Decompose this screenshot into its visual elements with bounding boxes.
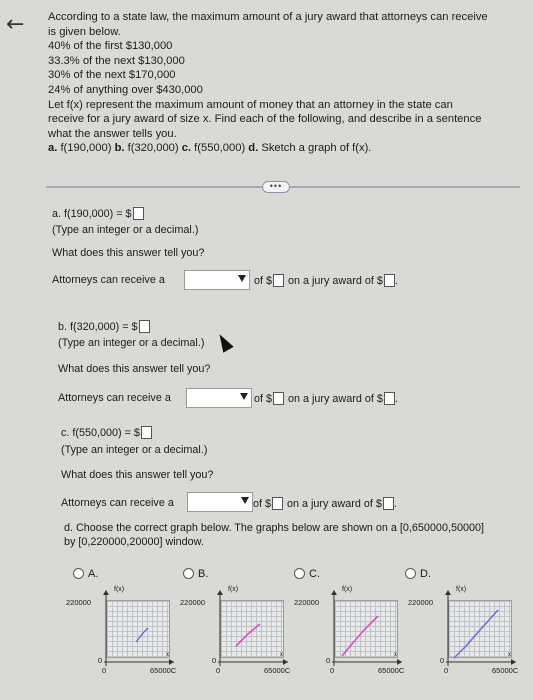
zero-x-label: 0 (444, 666, 449, 675)
ymax-label: 220000 (408, 598, 434, 607)
hint: (Type an integer or a decimal.) (58, 337, 205, 349)
problem-parts-line: a. f(190,000) b. f(320,000) c. f(550,000) d. Sketch a graph of f(x). (48, 142, 372, 155)
x-label: x (394, 652, 397, 658)
xmax-label: 65000C (492, 666, 519, 675)
xmax-label: 65000C (264, 666, 291, 675)
option-a[interactable]: A. (73, 568, 98, 580)
sentence-mid: of $ on a jury award of $ . (253, 498, 397, 510)
problem-line: 30% of the next $170,000 (48, 69, 176, 82)
problem-line: Let f(x) represent the maximum amount of money that an attorney in the state can (48, 98, 453, 111)
zero-y-label: 0 (98, 656, 103, 665)
part-a-question (52, 207, 144, 220)
answer-input-a[interactable] (133, 207, 144, 220)
graph-c (294, 586, 405, 686)
problem-line: 33.3% of the next $130,000 (48, 54, 185, 67)
answer-input-b[interactable] (139, 320, 150, 333)
part-b-question (58, 320, 150, 333)
answer-input-b-award[interactable] (384, 392, 395, 405)
function-line (454, 610, 498, 658)
option-c[interactable]: C. (294, 568, 320, 580)
sentence-start: Attorneys can receive a (52, 274, 165, 286)
option-b[interactable]: B. (183, 568, 208, 580)
sentence-mid: of $ on a jury award of $ . (254, 393, 398, 405)
answer-input-a-award[interactable] (384, 274, 395, 287)
fx-label: f(x) (114, 586, 125, 593)
answer-input-c-amount[interactable] (272, 497, 283, 510)
question-label: a. f(190,000) = $ (52, 208, 132, 220)
problem-line: what the answer tells you. (48, 127, 177, 140)
dropdown-a[interactable] (184, 270, 250, 290)
ymax-label: 220000 (294, 598, 320, 607)
fx-label: f(x) (228, 586, 239, 593)
problem-line: receive for a jury award of size x. Find each of the following, and describe in a sentence (48, 113, 482, 126)
fx-label: f(x) (456, 586, 467, 593)
zero-y-label: 0 (326, 656, 331, 665)
graph-a (66, 586, 177, 686)
ymax-label: 220000 (66, 598, 92, 607)
caret-down-icon (241, 497, 249, 504)
graphs-intro-line: d. Choose the correct graph below. The graphs below are shown on a [0,650000,50000] (64, 522, 484, 534)
radio-a[interactable] (73, 568, 84, 579)
problem-line: According to a state law, the maximum amount of a jury award that attorneys can receive (48, 11, 488, 23)
problem-line: 24% of anything over $430,000 (48, 83, 203, 96)
function-line (236, 624, 260, 646)
zero-x-label: 0 (330, 666, 335, 675)
hint: (Type an integer or a decimal.) (52, 224, 199, 236)
problem-line: is given below. (48, 25, 121, 38)
graphs-intro (64, 521, 524, 549)
dropdown-c[interactable] (187, 492, 253, 512)
answer-input-c-award[interactable] (383, 497, 394, 510)
xmax-label: 65000C (378, 666, 405, 675)
graph-d (408, 586, 519, 686)
sentence-mid: of $ on a jury award of $ . (254, 275, 398, 287)
fx-label: f(x) (342, 586, 353, 593)
x-label: x (508, 652, 511, 658)
graph-b (180, 586, 291, 686)
ymax-label: 220000 (180, 598, 206, 607)
question-label: c. f(550,000) = $ (61, 427, 140, 439)
zero-y-label: 0 (212, 656, 217, 665)
what-question: What does this answer tell you? (58, 363, 211, 375)
x-label: x (280, 652, 283, 658)
answer-input-b-amount[interactable] (273, 392, 284, 405)
question-label: b. f(320,000) = $ (58, 321, 138, 333)
caret-down-icon (238, 275, 246, 282)
graphs-intro-line: by [0,220000,20000] window. (64, 536, 204, 548)
xmax-label: 65000C (150, 666, 177, 675)
dropdown-b[interactable] (186, 388, 252, 408)
back-arrow-icon[interactable]: ← (6, 12, 25, 37)
caret-down-icon (240, 393, 248, 400)
sentence-start: Attorneys can receive a (58, 392, 171, 404)
part-c-question (61, 426, 152, 439)
function-line (342, 616, 378, 656)
radio-d[interactable] (405, 568, 416, 579)
option-d[interactable]: D. (405, 568, 431, 580)
problem-statement (48, 10, 526, 156)
what-question: What does this answer tell you? (61, 469, 214, 481)
zero-x-label: 0 (216, 666, 221, 675)
function-line (136, 628, 148, 642)
x-label: x (166, 652, 169, 658)
radio-c[interactable] (294, 568, 305, 579)
sentence-start: Attorneys can receive a (61, 497, 174, 509)
radio-b[interactable] (183, 568, 194, 579)
expand-more-button[interactable]: ••• (262, 181, 290, 193)
mouse-cursor-icon (214, 331, 233, 353)
answer-input-c[interactable] (141, 426, 152, 439)
answer-input-a-amount[interactable] (273, 274, 284, 287)
what-question: What does this answer tell you? (52, 247, 205, 259)
problem-line: 40% of the first $130,000 (48, 40, 173, 53)
hint: (Type an integer or a decimal.) (61, 444, 208, 456)
zero-x-label: 0 (102, 666, 107, 675)
zero-y-label: 0 (440, 656, 445, 665)
